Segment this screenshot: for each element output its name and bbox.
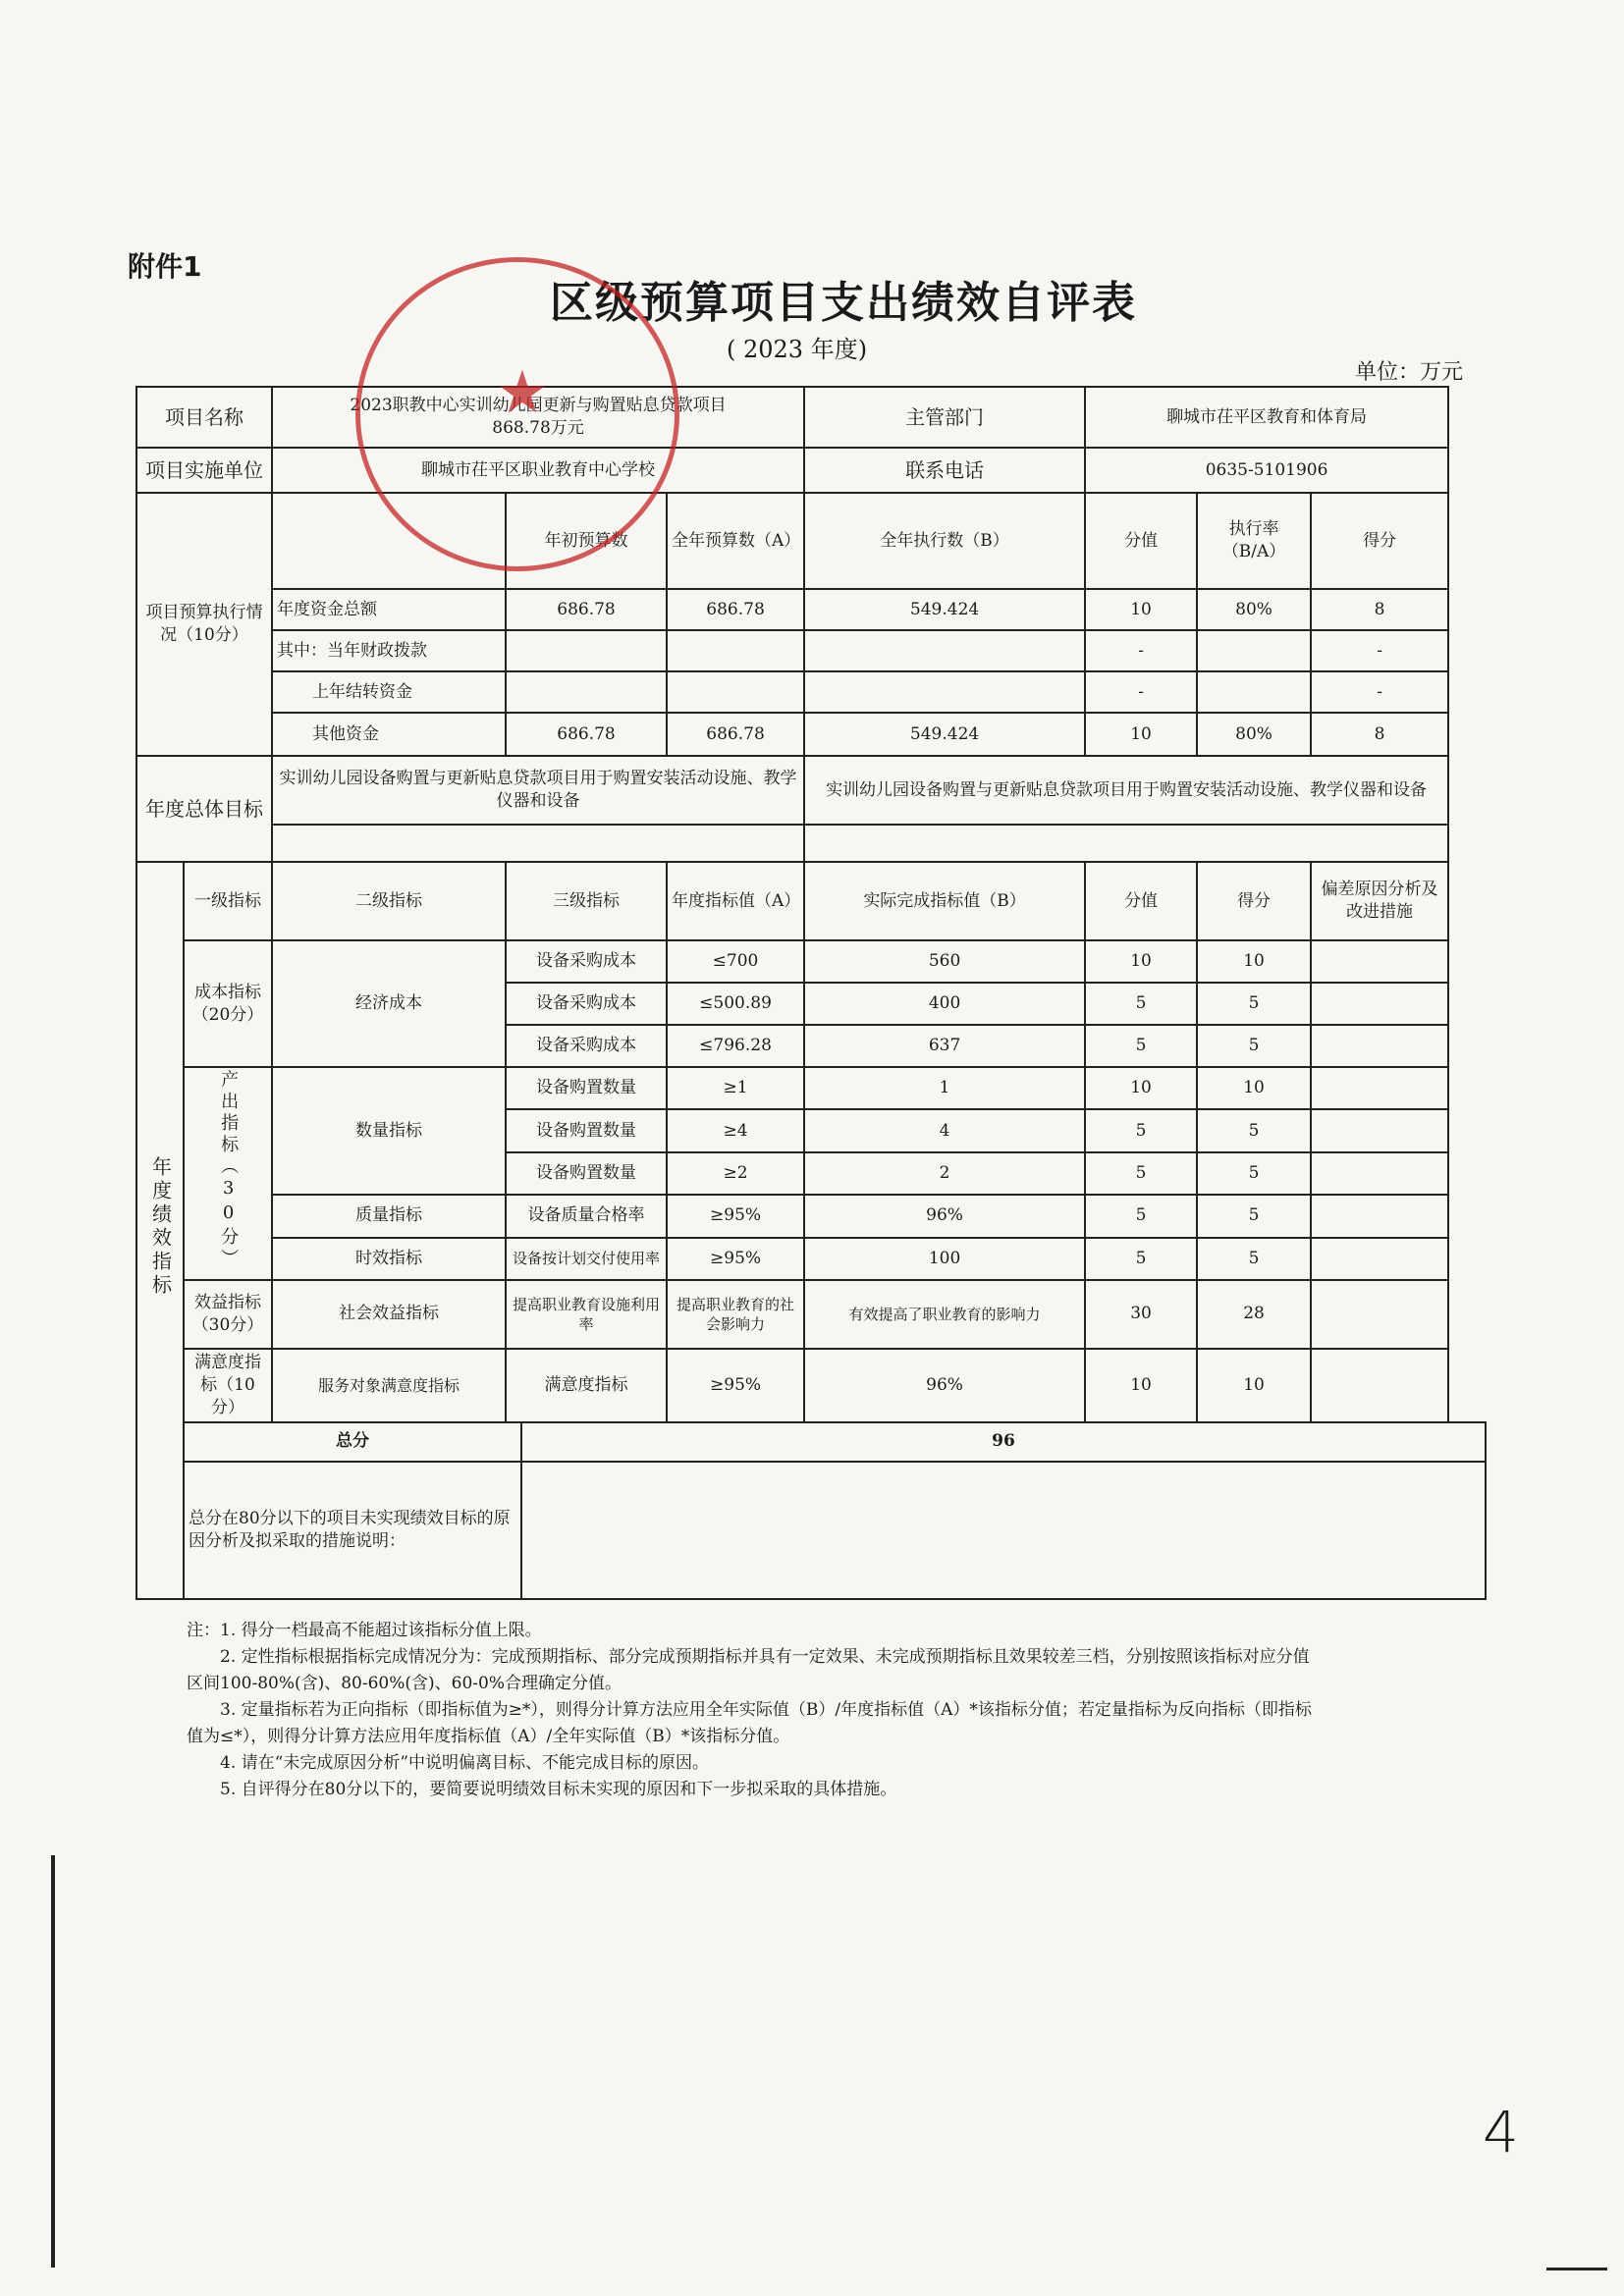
goal-actual-blank: [804, 825, 1448, 862]
indicator-actual: 637: [804, 1025, 1085, 1067]
indicator-target: ≤700: [667, 940, 804, 983]
seal-star-icon: ★: [496, 358, 549, 427]
indicator-l3: 设备质量合格率: [506, 1195, 667, 1237]
row-budget-header: [136, 493, 1486, 589]
evaluation-table: [135, 386, 1487, 1600]
indicator-score: 5: [1197, 1109, 1311, 1151]
sub-economic: 经济成本: [272, 940, 506, 1067]
indicator-row: [136, 1195, 1486, 1237]
currency-unit: 单位：万元: [1355, 360, 1464, 385]
indicator-score: 5: [1197, 1195, 1311, 1237]
indicator-row: [136, 1067, 1486, 1109]
indicator-score-value: 5: [1085, 1195, 1197, 1237]
indicator-target: 提高职业教育的社会影响力: [667, 1280, 804, 1349]
indicator-section-label: [136, 862, 184, 1599]
explanation-value: [521, 1462, 1486, 1599]
indicator-target: ≥4: [667, 1109, 804, 1151]
budget-executed: [804, 671, 1085, 713]
group-benefit: 效益指标（30分）: [184, 1280, 272, 1349]
header-level3: 三级指标: [506, 862, 667, 940]
indicator-l3: 设备采购成本: [506, 983, 667, 1025]
indicator-target: ≥2: [667, 1152, 804, 1195]
indicator-actual: 4: [804, 1109, 1085, 1151]
indicator-actual: 96%: [804, 1195, 1085, 1237]
dept-label: 主管部门: [804, 387, 1085, 448]
page-title: 区级预算项目支出绩效自评表: [550, 278, 1137, 328]
unit-label: 项目实施单位: [136, 448, 272, 493]
indicator-score-value: 5: [1085, 1238, 1197, 1280]
indicator-score: 5: [1197, 983, 1311, 1025]
project-name-line2: 868.78万元: [492, 418, 584, 438]
row-goal: [136, 756, 1486, 825]
budget-score: -: [1311, 630, 1448, 671]
indicator-row: [136, 940, 1486, 983]
budget-annual: 686.78: [667, 713, 804, 756]
indicator-score: 5: [1197, 1025, 1311, 1067]
note-line: 值为≤*），则得分计算方法应用年度指标值（A）/全年实际值（B）*该指标分值。: [187, 1727, 790, 1746]
sub-timeliness: 时效指标: [272, 1238, 506, 1280]
header-score-value: 分值: [1085, 862, 1197, 940]
sub-quantity: 数量指标: [272, 1067, 506, 1195]
indicator-l3: 设备购置数量: [506, 1152, 667, 1195]
goal-expected: 实训幼儿园设备购置与更新贴息贷款项目用于购置安装活动设施、教学仪器和设备: [272, 756, 804, 825]
indicator-score-value: 5: [1085, 1109, 1197, 1151]
indicator-row: [136, 1349, 1486, 1422]
goal-actual: 实训幼儿园设备购置与更新贴息贷款项目用于购置安装活动设施、教学仪器和设备: [804, 756, 1448, 825]
indicator-score-value: 5: [1085, 1152, 1197, 1195]
note-line: 注：1. 得分一档最高不能超过该指标分值上限。: [187, 1621, 542, 1640]
budget-rate: 80%: [1197, 713, 1311, 756]
budget-row: [136, 589, 1486, 630]
unit-value: 聊城市茌平区职业教育中心学校: [272, 448, 804, 493]
indicator-score-value: 5: [1085, 983, 1197, 1025]
page-number: 4: [1483, 2099, 1519, 2165]
attachment-label: 附件1: [128, 250, 202, 283]
indicator-actual: 有效提高了职业教育的影响力: [804, 1280, 1085, 1349]
group-cost: 成本指标（20分）: [184, 940, 272, 1067]
row-explanation: [136, 1462, 1486, 1599]
group-output: [184, 1067, 272, 1280]
indicator-l3: 设备采购成本: [506, 940, 667, 983]
indicator-actual: 96%: [804, 1349, 1085, 1422]
indicator-target: ≤500.89: [667, 983, 804, 1025]
indicator-score-value: 10: [1085, 940, 1197, 983]
note-line: 区间100-80%(含)、80-60%(含)、60-0%合理确定分值。: [187, 1674, 623, 1693]
indicator-deviation: [1311, 1025, 1448, 1067]
indicator-deviation: [1311, 1280, 1448, 1349]
budget-section-label: 项目预算执行情况（10分）: [136, 493, 272, 756]
indicator-deviation: [1311, 1238, 1448, 1280]
budget-header-initial: 年初预算数: [506, 493, 667, 589]
indicator-score: 5: [1197, 1238, 1311, 1280]
budget-header-annual: 全年预算数（A）: [667, 493, 804, 589]
budget-executed: [804, 630, 1085, 671]
indicator-actual: 2: [804, 1152, 1085, 1195]
goal-label: 年度总体目标: [136, 756, 272, 862]
evaluation-table-wrapper: [135, 386, 1487, 1600]
budget-initial: [506, 671, 667, 713]
indicator-actual: 400: [804, 983, 1085, 1025]
indicator-score-value: 30: [1085, 1280, 1197, 1349]
budget-executed: 549.424: [804, 713, 1085, 756]
indicator-l3: 提高职业教育设施利用率: [506, 1280, 667, 1349]
indicator-deviation: [1311, 1109, 1448, 1151]
budget-initial: 686.78: [506, 589, 667, 630]
indicator-score-value: 10: [1085, 1067, 1197, 1109]
budget-score-value: 10: [1085, 713, 1197, 756]
indicator-deviation: [1311, 1195, 1448, 1237]
goal-expected-blank: [272, 825, 804, 862]
dept-value: 聊城市茌平区教育和体育局: [1085, 387, 1448, 448]
budget-score: -: [1311, 671, 1448, 713]
budget-header-rate: 执行率（B/A）: [1197, 493, 1311, 589]
budget-row: [136, 630, 1486, 671]
budget-annual: [667, 630, 804, 671]
budget-rate: 80%: [1197, 589, 1311, 630]
budget-score-value: -: [1085, 630, 1197, 671]
phone-value: 0635-5101906: [1085, 448, 1448, 493]
header-target: 年度指标值（A）: [667, 862, 804, 940]
budget-score-value: -: [1085, 671, 1197, 713]
budget-row: [136, 671, 1486, 713]
sub-service: 服务对象满意度指标: [272, 1349, 506, 1422]
indicator-deviation: [1311, 1067, 1448, 1109]
indicator-actual: 1: [804, 1067, 1085, 1109]
indicator-score: 10: [1197, 940, 1311, 983]
indicator-row: [136, 1280, 1486, 1349]
indicator-deviation: [1311, 940, 1448, 983]
indicator-l3: 设备购置数量: [506, 1109, 667, 1151]
group-output-text: 产出指标（30分）: [218, 1070, 240, 1270]
indicator-score: 5: [1197, 1152, 1311, 1195]
indicator-score: 10: [1197, 1349, 1311, 1422]
official-seal: [355, 257, 679, 571]
budget-rate: [1197, 630, 1311, 671]
notes-block: [187, 1618, 1502, 1803]
budget-row-label: 年度资金总额: [272, 589, 506, 630]
indicator-l3: 设备按计划交付使用率: [506, 1238, 667, 1280]
indicator-l3: 满意度指标: [506, 1349, 667, 1422]
row-indicator-header: [136, 862, 1486, 940]
budget-row: [136, 713, 1486, 756]
scan-edge-line: [51, 1855, 55, 2268]
project-name-line1: 2023职教中心实训幼儿园更新与购置贴息贷款项目: [350, 396, 727, 416]
budget-row-label: 其中：当年财政拨款: [272, 630, 506, 671]
indicator-section-text: 年度绩效指标: [148, 1155, 173, 1298]
note-line: 3. 定量指标若为正向指标（即指标值为≥*），则得分计算方法应用全年实际值（B）/年度指标值（A）*该指标分值；若定量指标为反向指标（即指标: [187, 1700, 1312, 1720]
project-name-label: 项目名称: [136, 387, 272, 448]
total-label: 总分: [184, 1422, 521, 1462]
budget-executed: 549.424: [804, 589, 1085, 630]
indicator-row: [136, 1238, 1486, 1280]
sub-social: 社会效益指标: [272, 1280, 506, 1349]
row-project-unit: [136, 448, 1486, 493]
indicator-score: 28: [1197, 1280, 1311, 1349]
header-score: 得分: [1197, 862, 1311, 940]
indicator-score-value: 5: [1085, 1025, 1197, 1067]
indicator-l3: 设备采购成本: [506, 1025, 667, 1067]
indicator-target: ≥1: [667, 1067, 804, 1109]
budget-annual: 686.78: [667, 589, 804, 630]
note-line: 2. 定性指标根据指标完成情况分为：完成预期指标、部分完成预期指标并具有一定效果、未完成预期指标且效果较差三档，分别按照该指标对应分值: [187, 1647, 1310, 1667]
indicator-score: 10: [1197, 1067, 1311, 1109]
budget-rate: [1197, 671, 1311, 713]
total-value: 96: [521, 1422, 1486, 1462]
group-satisfaction: 满意度指标（10分）: [184, 1349, 272, 1422]
indicator-deviation: [1311, 983, 1448, 1025]
budget-row-label: 其他资金: [272, 713, 506, 756]
row-total: [136, 1422, 1486, 1462]
indicator-target: ≥95%: [667, 1349, 804, 1422]
header-level1: 一级指标: [184, 862, 272, 940]
row-goal-blank: [136, 825, 1486, 862]
budget-score: 8: [1311, 713, 1448, 756]
indicator-target: ≥95%: [667, 1195, 804, 1237]
indicator-score-value: 10: [1085, 1349, 1197, 1422]
budget-header-score: 得分: [1311, 493, 1448, 589]
indicator-target: ≤796.28: [667, 1025, 804, 1067]
budget-score: 8: [1311, 589, 1448, 630]
budget-initial: 686.78: [506, 713, 667, 756]
note-line: 4. 请在“未完成原因分析”中说明偏离目标、不能完成目标的原因。: [187, 1753, 710, 1773]
header-level2: 二级指标: [272, 862, 506, 940]
budget-header-score-value: 分值: [1085, 493, 1197, 589]
budget-score-value: 10: [1085, 589, 1197, 630]
header-deviation: 偏差原因分析及改进措施: [1311, 862, 1448, 940]
indicator-actual: 560: [804, 940, 1085, 983]
explanation-label: 总分在80分以下的项目未实现绩效目标的原因分析及拟采取的措施说明：: [184, 1462, 521, 1599]
header-actual: 实际完成指标值（B）: [804, 862, 1085, 940]
sub-quality: 质量指标: [272, 1195, 506, 1237]
note-line: 5. 自评得分在80分以下的，要简要说明绩效目标未实现的原因和下一步拟采取的具体措施。: [187, 1780, 897, 1799]
budget-row-label: 上年结转资金: [272, 671, 506, 713]
indicator-target: ≥95%: [667, 1238, 804, 1280]
indicator-actual: 100: [804, 1238, 1085, 1280]
budget-header-executed: 全年执行数（B）: [804, 493, 1085, 589]
scan-edge-mark: [1546, 2268, 1607, 2270]
indicator-deviation: [1311, 1349, 1448, 1422]
indicator-deviation: [1311, 1152, 1448, 1195]
phone-label: 联系电话: [804, 448, 1085, 493]
budget-annual: [667, 671, 804, 713]
budget-initial: [506, 630, 667, 671]
report-year: ( 2023 年度): [727, 336, 868, 363]
row-project-name: [136, 387, 1486, 448]
indicator-l3: 设备购置数量: [506, 1067, 667, 1109]
